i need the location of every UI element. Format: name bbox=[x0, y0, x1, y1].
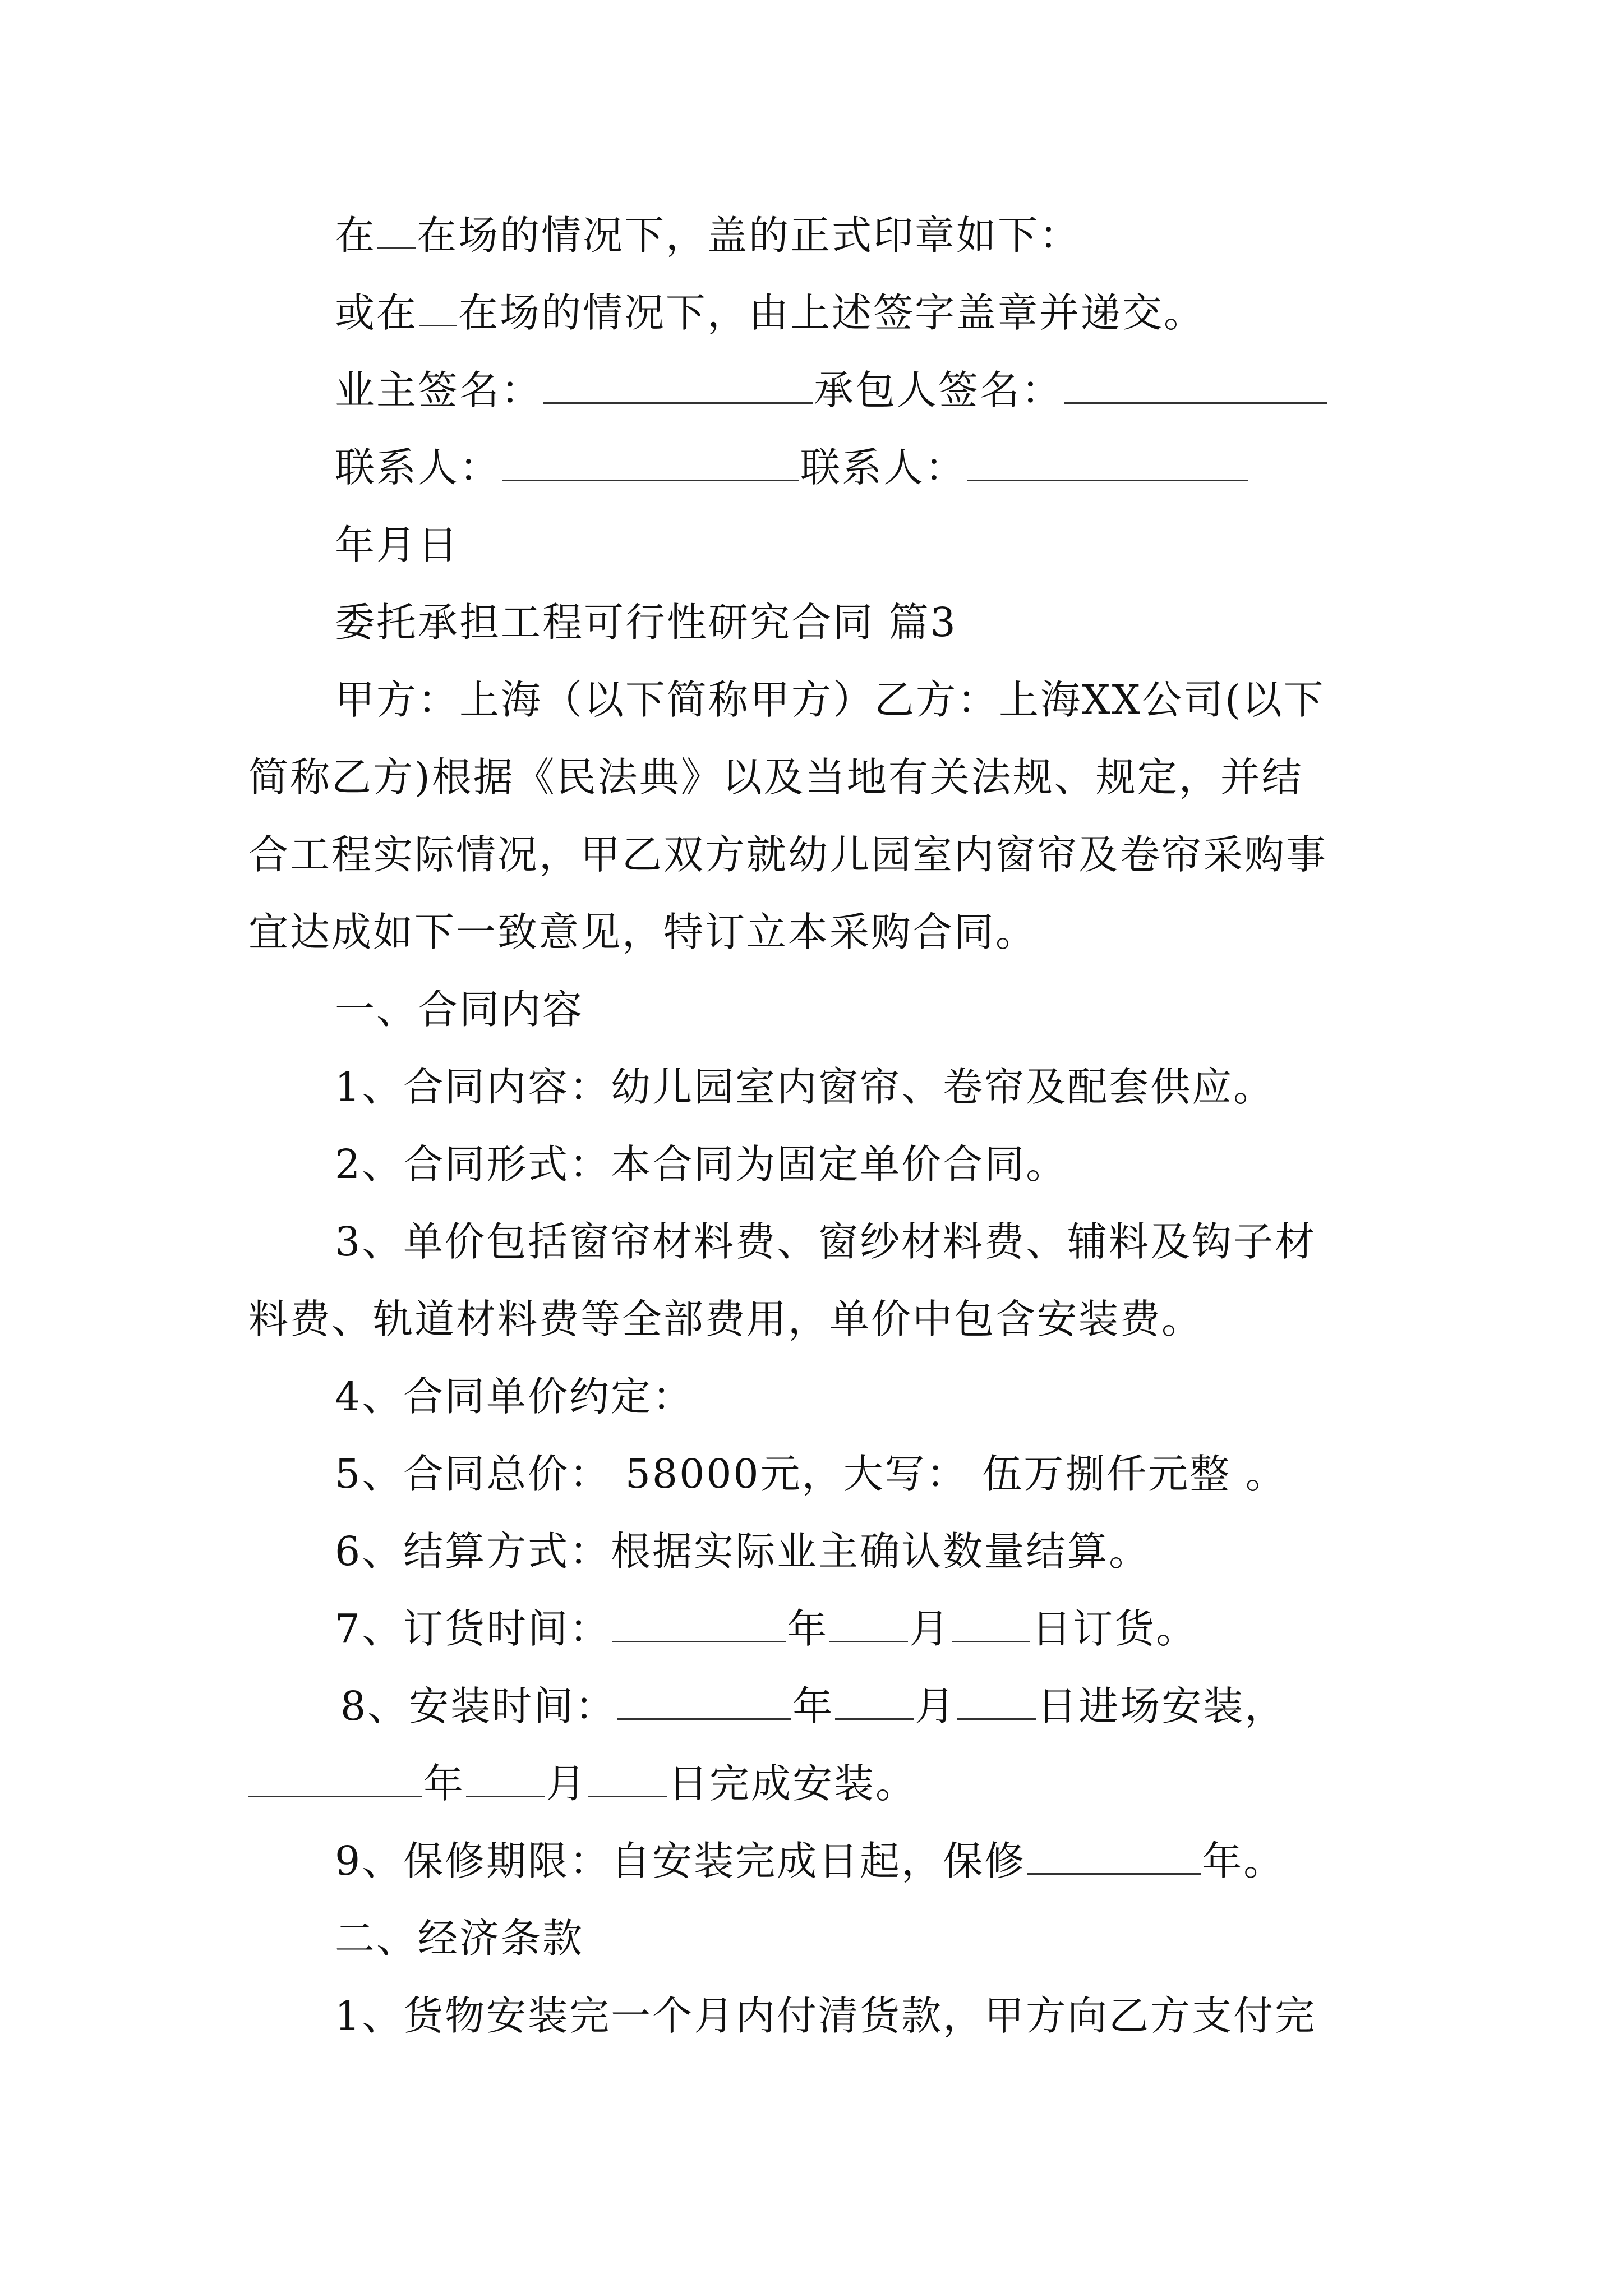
owner-contact-blank bbox=[502, 445, 799, 481]
heading-contract-content: 一、合同内容 bbox=[335, 986, 584, 1033]
blank-year bbox=[617, 1683, 791, 1720]
date-line: 年月日 bbox=[335, 522, 460, 568]
blank-day bbox=[957, 1683, 1036, 1720]
blank-month bbox=[466, 1761, 545, 1797]
text-segment: 日进场安装， bbox=[1037, 1683, 1287, 1729]
contractor-contact-label: 联系人： bbox=[800, 444, 967, 491]
blank-warranty-years bbox=[1027, 1838, 1201, 1875]
owner-signature-label: 业主签名： bbox=[335, 367, 543, 413]
text-segment: 8、安装时间： bbox=[340, 1683, 617, 1729]
contractor-signature-blank bbox=[1064, 367, 1327, 404]
clause-2: 2、合同形式：本合同为固定单价合同。 bbox=[335, 1141, 1068, 1188]
text-segment: 在 bbox=[335, 212, 377, 259]
clause-8-cont bbox=[248, 1756, 917, 1812]
blank-day bbox=[588, 1761, 667, 1797]
blank-month bbox=[835, 1683, 914, 1720]
text-segment: 9、保修期限：自安装完成日起，保修 bbox=[335, 1838, 1026, 1884]
text-segment: 或在 bbox=[335, 289, 418, 336]
text-segment: 月 bbox=[909, 1605, 951, 1652]
witness-seal-line bbox=[335, 208, 1081, 264]
blank-field bbox=[419, 290, 457, 326]
witness-delivery-line bbox=[335, 285, 1205, 341]
section-title: 委托承担工程可行性研究合同 篇3 bbox=[335, 599, 957, 646]
text-segment: 月 bbox=[915, 1683, 957, 1729]
owner-signature-blank bbox=[543, 367, 813, 404]
clause-7 bbox=[335, 1601, 1197, 1657]
blank-day bbox=[952, 1606, 1030, 1642]
blank-year bbox=[612, 1606, 786, 1642]
text-segment: 7、订货时间： bbox=[335, 1605, 611, 1652]
paragraph-line: 宜达成如下一致意见，特订立本采购合同。 bbox=[248, 909, 1038, 955]
clause-3: 3、单价包括窗帘材料费、窗纱材料费、辅料及钩子材 bbox=[335, 1218, 1317, 1265]
clause-1: 1、合同内容：幼儿园室内窗帘、卷帘及配套供应。 bbox=[335, 1064, 1275, 1110]
text-segment: 日完成安装。 bbox=[668, 1760, 917, 1807]
clause-6: 6、结算方式：根据实际业主确认数量结算。 bbox=[335, 1528, 1151, 1575]
blank-month bbox=[829, 1606, 908, 1642]
paragraph-line: 甲方：上海（以下简称甲方）乙方：上海XX公司(以下 bbox=[335, 677, 1325, 723]
blank-field bbox=[377, 213, 416, 249]
contractor-signature-label: 承包人签名： bbox=[814, 367, 1063, 413]
owner-contact-label: 联系人： bbox=[335, 444, 501, 491]
text-segment: 年。 bbox=[1202, 1838, 1285, 1884]
text-segment: 在场的情况下，盖的正式印章如下： bbox=[417, 212, 1081, 259]
text-segment: 月 bbox=[546, 1760, 588, 1807]
clause-9 bbox=[335, 1833, 1285, 1889]
text-segment: 年 bbox=[792, 1683, 834, 1729]
contact-line bbox=[335, 440, 1249, 496]
clause-5: 5、合同总价： 58000元，大写： 伍万捌仟元整 。 bbox=[335, 1451, 1287, 1497]
text-segment: 年 bbox=[423, 1760, 465, 1807]
heading-economic-terms: 二、经济条款 bbox=[335, 1915, 584, 1962]
clause-3-cont: 料费、轨道材料费等全部费用，单价中包含安装费。 bbox=[248, 1296, 1204, 1342]
signature-line bbox=[335, 362, 1329, 418]
clause-4: 4、合同单价约定： bbox=[335, 1373, 694, 1420]
text-segment: 在场的情况下，由上述签字盖章并递交。 bbox=[458, 289, 1206, 336]
clause-8 bbox=[340, 1678, 1286, 1734]
text-segment: 年 bbox=[787, 1605, 829, 1652]
paragraph-line: 合工程实际情况，甲乙双方就幼儿园室内窗帘及卷帘采购事 bbox=[248, 831, 1328, 878]
blank-year bbox=[248, 1761, 422, 1797]
economic-clause-1: 1、货物安装完一个月内付清货款，甲方向乙方支付完 bbox=[335, 1993, 1317, 2039]
contractor-contact-blank bbox=[967, 445, 1248, 481]
text-segment: 日订货。 bbox=[1031, 1605, 1198, 1652]
paragraph-line: 简称乙方)根据《民法典》以及当地有关法规、规定，并结 bbox=[248, 754, 1303, 800]
